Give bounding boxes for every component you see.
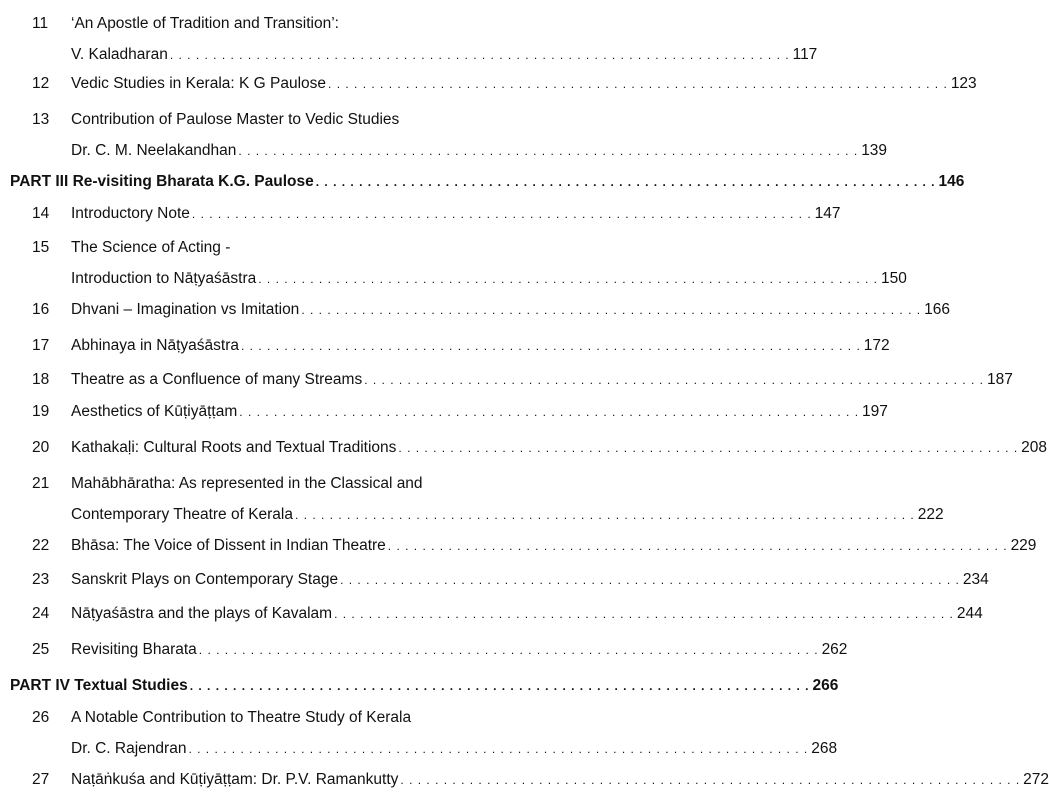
entry-line xyxy=(10,676,839,696)
entry-title: ‘An Apostle of Tradition and Transition’: xyxy=(71,15,339,32)
page-number: 150 xyxy=(881,270,907,287)
leader-dots: . . . . . . . . . . . . . . . . . . . . . . . . . . . . . . . . . . . . . . . . . . . . . . . . . . . . . . . . . . . . . . . . . . . . . . . . xyxy=(295,508,915,522)
chapter-number: 12 xyxy=(32,75,50,92)
entry-line xyxy=(71,300,950,320)
leader-dots: . . . . . . . . . . . . . . . . . . . . . . . . . . . . . . . . . . . . . . . . . . . . . . . . . . . . . . . . . . . . . . . . . . . . . . . . xyxy=(189,679,810,693)
entry-title: Revisiting Bharata xyxy=(71,641,197,658)
entry-line xyxy=(71,505,944,525)
leader-dots: . . . . . . . . . . . . . . . . . . . . . . . . . . . . . . . . . . . . . . . . . . . . . . . . . . . . . . . . . . . . . . . . . . . . . . . . xyxy=(238,144,859,158)
leader-dots: . . . . . . . . . . . . . . . . . . . . . . . . . . . . . . . . . . . . . . . . . . . . . . . . . . . . . . . . . . . . . . . . . . . . . . . . xyxy=(315,175,936,189)
entry-title: V. Kaladharan xyxy=(71,46,168,63)
entry-title: A Notable Contribution to Theatre Study of Kerala xyxy=(71,709,412,726)
leader-dots: . . . . . . . . . . . . . . . . . . . . . . . . . . . . . . . . . . . . . . . . . . . . . . . . . . . . . . . . . . . . . . . . . . . . . . . . xyxy=(239,405,860,419)
entry-title: Contemporary Theatre of Kerala xyxy=(71,506,293,523)
page-number: 139 xyxy=(861,142,888,159)
entry-line xyxy=(71,739,838,759)
page-number: 222 xyxy=(917,506,944,523)
entry-title: Abhinaya in Nāṭyaśāstra xyxy=(71,337,240,354)
chapter-number: 21 xyxy=(32,475,50,492)
chapter-number: 19 xyxy=(32,403,50,420)
leader-dots: . . . . . . . . . . . . . . . . . . . . . . . . . . . . . . . . . . . . . . . . . . . . . . . . . . . . . . . . . . . . . . . . . . . . . . . . xyxy=(258,272,879,286)
entry-line xyxy=(71,604,983,624)
entry-title: Dr. C. M. Neelakandhan xyxy=(71,142,237,159)
leader-dots: . . . . . . . . . . . . . . . . . . . . . . . . . . . . . . . . . . . . . . . . . . . . . . . . . . . . . . . . . . . . . . . . . . . . . . . . xyxy=(364,373,984,387)
chapter-number: 17 xyxy=(32,337,50,354)
leader-dots: . . . . . . . . . . . . . . . . . . . . . . . . . . . . . . . . . . . . . . . . . . . . . . . . . . . . . . . . . . . . . . . . . . . . . . . . xyxy=(334,607,954,621)
entry-title: Introductory Note xyxy=(71,205,190,222)
entry-line xyxy=(71,402,888,422)
entry-title: Introduction to Nāṭyaśāstra xyxy=(71,270,257,287)
chapter-number: 11 xyxy=(32,15,49,32)
entry-line xyxy=(10,172,965,192)
leader-dots: . . . . . . . . . . . . . . . . . . . . . . . . . . . . . . . . . . . . . . . . . . . . . . . . . . . . . . . . . . . . . . . . . . . . . . . . xyxy=(169,48,790,62)
chapter-number: 24 xyxy=(32,605,50,622)
entry-title: The Science of Acting - xyxy=(71,239,231,256)
page-number: 147 xyxy=(814,205,841,222)
chapter-number: 18 xyxy=(32,371,50,388)
chapter-number: 14 xyxy=(32,205,50,222)
leader-dots: . . . . . . . . . . . . . . . . . . . . . . . . . . . . . . . . . . . . . . . . . . . . . . . . . . . . . . . . . . . . . . . . . . . . . . . . xyxy=(398,441,1019,455)
chapter-number: 27 xyxy=(32,771,50,788)
entry-line xyxy=(71,770,1049,790)
entry-title: Theatre as a Confluence of many Streams xyxy=(71,371,363,388)
entry-title: Aesthetics of Kūṭiyāṭṭam xyxy=(71,403,238,420)
leader-dots: . . . . . . . . . . . . . . . . . . . . . . . . . . . . . . . . . . . . . . . . . . . . . . . . . . . . . . . . . . . . . . . . . . . . . . . . xyxy=(400,773,1021,787)
entry-title: Bhāsa: The Voice of Dissent in Indian Theatre xyxy=(71,537,386,554)
page-number: 262 xyxy=(821,641,848,658)
page-number: 229 xyxy=(1010,537,1037,554)
leader-dots: . . . . . . . . . . . . . . . . . . . . . . . . . . . . . . . . . . . . . . . . . . . . . . . . . . . . . . . . . . . . . . . . . . . . . . . . xyxy=(301,303,922,317)
entry-line xyxy=(71,204,841,224)
page-number: 172 xyxy=(863,337,890,354)
page-number: 166 xyxy=(924,301,950,318)
entry-title: Dhvani – Imagination vs Imitation xyxy=(71,301,300,318)
page-number: 197 xyxy=(862,403,888,420)
chapter-number: 20 xyxy=(32,439,50,456)
entry-line xyxy=(71,74,977,94)
entry-line xyxy=(71,336,890,356)
leader-dots: . . . . . . . . . . . . . . . . . . . . . . . . . . . . . . . . . . . . . . . . . . . . . . . . . . . . . . . . . . . . . . . . . . . . . . . . xyxy=(241,339,861,353)
entry-title: PART III Re-visiting Bharata K.G. Paulose xyxy=(10,173,314,190)
page-number: 244 xyxy=(956,605,983,622)
page-number: 266 xyxy=(812,677,839,694)
page-number: 208 xyxy=(1021,439,1048,456)
entry-line xyxy=(71,141,888,161)
page-number: 272 xyxy=(1023,771,1049,788)
chapter-number: 15 xyxy=(32,239,50,256)
entry-title: Contribution of Paulose Master to Vedic Studies xyxy=(71,111,400,128)
leader-dots: . . . . . . . . . . . . . . . . . . . . . . . . . . . . . . . . . . . . . . . . . . . . . . . . . . . . . . . . . . . . . . . . . . . . . . . . xyxy=(387,539,1008,553)
entry-line xyxy=(71,370,1013,390)
chapter-number: 26 xyxy=(32,709,50,726)
page-number: 268 xyxy=(811,740,838,757)
chapter-number: 22 xyxy=(32,537,50,554)
chapter-number: 16 xyxy=(32,301,50,318)
entry-line xyxy=(71,45,818,65)
leader-dots: . . . . . . . . . . . . . . . . . . . . . . . . . . . . . . . . . . . . . . . . . . . . . . . . . . . . . . . . . . . . . . . . . . . . . . . . xyxy=(340,573,960,587)
entry-title: Vedic Studies in Kerala: K G Paulose xyxy=(71,75,327,92)
entry-title: Kathakaḷi: Cultural Roots and Textual Traditions xyxy=(71,439,397,456)
entry-title: Sanskrit Plays on Contemporary Stage xyxy=(71,571,339,588)
entry-line xyxy=(71,438,1048,458)
entry-line xyxy=(71,474,423,494)
entry-title: Nāṭyaśāstra and the plays of Kavalam xyxy=(71,605,333,622)
entry-title: PART IV Textual Studies xyxy=(10,677,188,694)
leader-dots: . . . . . . . . . . . . . . . . . . . . . . . . . . . . . . . . . . . . . . . . . . . . . . . . . . . . . . . . . . . . . . . . . . . . . . . . xyxy=(198,643,819,657)
page-number: 187 xyxy=(986,371,1013,388)
entry-line xyxy=(71,640,848,660)
page-number: 146 xyxy=(938,173,965,190)
entry-line xyxy=(71,14,339,34)
chapter-number: 25 xyxy=(32,641,50,658)
leader-dots: . . . . . . . . . . . . . . . . . . . . . . . . . . . . . . . . . . . . . . . . . . . . . . . . . . . . . . . . . . . . . . . . . . . . . . . . xyxy=(328,77,948,91)
entry-title: Naṭāṅkuśa and Kūṭiyāṭṭam: Dr. P.V. Ramankutty xyxy=(71,771,399,788)
page-number: 234 xyxy=(962,571,989,588)
entry-title: Mahābhāratha: As represented in the Classical and xyxy=(71,475,423,492)
chapter-number: 23 xyxy=(32,571,50,588)
entry-line xyxy=(71,238,230,258)
page-number: 123 xyxy=(950,75,977,92)
entry-line xyxy=(71,570,989,590)
chapter-number: 13 xyxy=(32,111,50,128)
leader-dots: . . . . . . . . . . . . . . . . . . . . . . . . . . . . . . . . . . . . . . . . . . . . . . . . . . . . . . . . . . . . . . . . . . . . . . . . xyxy=(188,742,809,756)
page-number: 117 xyxy=(792,46,818,63)
entry-title: Dr. C. Rajendran xyxy=(71,740,187,757)
entry-line xyxy=(71,269,907,289)
entry-line xyxy=(71,708,411,728)
entry-line xyxy=(71,536,1037,556)
leader-dots: . . . . . . . . . . . . . . . . . . . . . . . . . . . . . . . . . . . . . . . . . . . . . . . . . . . . . . . . . . . . . . . . . . . . . . . . xyxy=(191,207,812,221)
entry-line xyxy=(71,110,399,130)
